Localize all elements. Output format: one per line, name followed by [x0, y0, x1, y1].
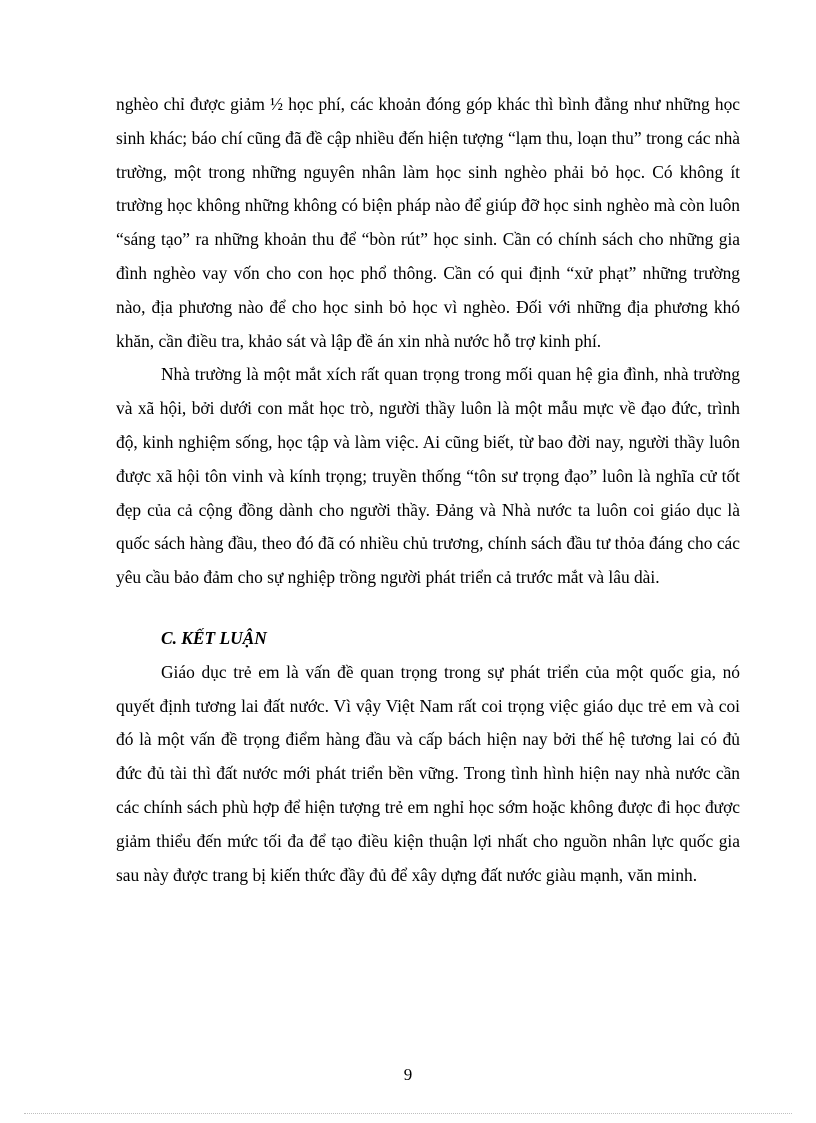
page-number: 9	[403, 1065, 413, 1084]
page-bottom-divider	[24, 1113, 792, 1114]
paragraph-poor-students: nghèo chỉ được giảm ½ học phí, các khoản đóng góp khác thì bình đẳng như những học sinh khác; báo chí cũng đã đề cập nhiều đến hiện tượng “lạm thu, loạn thu” trong các nhà trường, một trong những nguyên nhân làm học sinh nghèo phải bỏ học. Có không ít trường học không những không có biện pháp nào để giúp đỡ học sinh nghèo mà còn luôn “sáng tạo” ra những khoản thu để “bòn rút” học sinh. Cần có chính sách cho những gia đình nghèo vay vốn cho con học phổ thông. Cần có qui định “xử phạt” những trường nào, địa phương nào để cho học sinh bỏ học vì nghèo. Đối với những địa phương khó khăn, cần điều tra, khảo sát và lập đề án xin nhà nước hỗ trợ kinh phí.	[116, 94, 740, 351]
page-body	[116, 88, 740, 892]
paragraph-school-role: Nhà trường là một mắt xích rất quan trọng trong mối quan hệ gia đình, nhà trường và xã hội, bởi dưới con mắt học trò, người thầy luôn là một mẫu mực về đạo đức, trình độ, kinh nghiệm sống, học tập và làm việc. Ai cũng biết, từ bao đời nay, người thầy luôn được xã hội tôn vinh và kính trọng; truyền thống “tôn sư trọng đạo” luôn là nghĩa cử tốt đẹp của cả cộng đồng dành cho người thầy. Đảng và Nhà nước ta luôn coi giáo dục là quốc sách hàng đầu, theo đó đã có nhiều chủ trương, chính sách đầu tư thỏa đáng cho các yêu cầu bảo đảm cho sự nghiệp trồng người phát triển cả trước mắt và lâu dài.	[116, 364, 740, 588]
section-heading-conclusion: C. KẾT LUẬN	[161, 627, 267, 648]
paragraph-conclusion: Giáo dục trẻ em là vấn đề quan trọng trong sự phát triển của một quốc gia, nó quyết định tương lai đất nước. Vì vậy Việt Nam rất coi trọng việc giáo dục trẻ em và coi đó là một vấn đề trọng điểm hàng đầu và cấp bách hiện nay bởi thế hệ tương lai có đủ đức đủ tài thì đất nước mới phát triển bền vững. Trong tình hình hiện nay nhà nước cần các chính sách phù hợp để hiện tượng trẻ em nghỉ học sớm hoặc không được đi học được giảm thiểu đến mức tối đa để tạo điều kiện thuận lợi nhất cho nguồn nhân lực quốc gia sau này được trang bị kiến thức đầy đủ để xây dựng đất nước giàu mạnh, văn minh.	[116, 661, 740, 885]
